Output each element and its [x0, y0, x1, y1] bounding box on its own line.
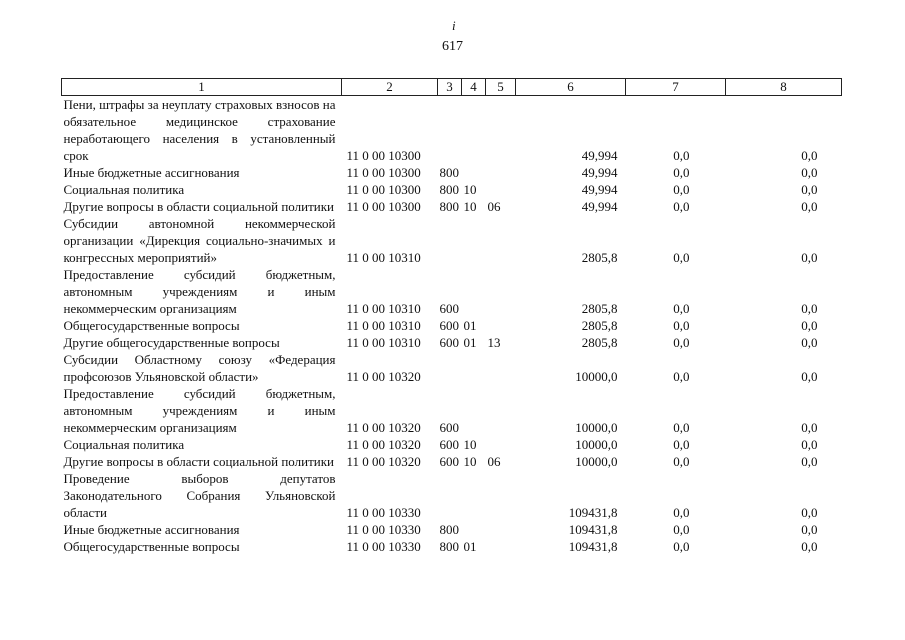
row-expense-type: 600 — [439, 301, 459, 316]
column-header: 3 — [438, 79, 462, 96]
row-subsection: 06 — [487, 199, 501, 214]
table-row — [62, 215, 842, 266]
table-body — [62, 96, 842, 556]
row-section: 10 — [463, 199, 477, 214]
row-amount-2: 0,0 — [673, 522, 690, 537]
row-amount-2: 0,0 — [673, 369, 690, 384]
row-amount: 10000,0 — [575, 369, 618, 384]
column-header: 6 — [516, 79, 626, 96]
row-code: 11 0 00 10320 — [346, 454, 421, 469]
row-name: Предоставление субсидий бюджетным, автономным учреждениям и иным некоммерческим организациям — [63, 386, 336, 435]
row-section: 01 — [463, 335, 477, 350]
row-name: Субсидии автономной некоммерческой организации «Дирекция социально-значимых и конгрессных мероприятий» — [63, 216, 336, 265]
table-row — [62, 96, 842, 165]
row-expense-type: 600 — [439, 318, 459, 333]
row-code: 11 0 00 10300 — [346, 165, 421, 180]
row-code: 11 0 00 10320 — [346, 420, 421, 435]
row-code: 11 0 00 10300 — [346, 182, 421, 197]
column-header: 8 — [726, 79, 842, 96]
row-code: 11 0 00 10310 — [346, 250, 421, 265]
row-amount-3: 0,0 — [801, 539, 818, 554]
row-subsection — [486, 96, 516, 165]
row-amount-2: 0,0 — [673, 318, 690, 333]
row-amount-2: 0,0 — [673, 199, 690, 214]
table-header-row — [62, 79, 842, 96]
column-header: 4 — [462, 79, 486, 96]
row-name: Общегосударственные вопросы — [63, 539, 240, 554]
row-expense-type: 800 — [439, 522, 459, 537]
row-subsection — [486, 436, 516, 453]
table-row — [62, 317, 842, 334]
table-row — [62, 453, 842, 470]
row-amount-2: 0,0 — [673, 335, 690, 350]
row-name: Иные бюджетные ассигнования — [63, 522, 240, 537]
row-code: 11 0 00 10310 — [346, 301, 421, 316]
row-amount: 2805,8 — [581, 318, 618, 333]
row-code: 11 0 00 10320 — [346, 369, 421, 384]
row-name: Пени, штрафы за неуплату страховых взносов на обязательное медицинское страхование неработающего населения в установленный срок — [63, 97, 336, 163]
table-row — [62, 385, 842, 436]
row-amount: 109431,8 — [568, 522, 618, 537]
row-subsection — [486, 470, 516, 521]
row-amount: 49,994 — [581, 199, 618, 214]
row-name: Социальная политика — [63, 437, 185, 452]
page-number: 617 — [442, 39, 463, 54]
row-expense-type: 600 — [439, 335, 459, 350]
row-code: 11 0 00 10320 — [346, 437, 421, 452]
row-section: 10 — [463, 437, 477, 452]
column-header: 7 — [626, 79, 726, 96]
row-name: Другие общегосударственные вопросы — [63, 335, 280, 350]
row-code: 11 0 00 10300 — [346, 148, 421, 163]
row-amount-3: 0,0 — [801, 454, 818, 469]
page-mark: і — [452, 18, 456, 33]
row-amount-2: 0,0 — [673, 148, 690, 163]
row-section: 01 — [463, 539, 477, 554]
row-subsection — [486, 351, 516, 385]
table-row — [62, 521, 842, 538]
row-amount-3: 0,0 — [801, 318, 818, 333]
row-section — [462, 521, 486, 538]
row-section — [462, 164, 486, 181]
column-header: 5 — [486, 79, 516, 96]
row-section — [462, 96, 486, 165]
row-amount-2: 0,0 — [673, 539, 690, 554]
row-code: 11 0 00 10330 — [346, 505, 421, 520]
row-section — [462, 470, 486, 521]
row-amount-3: 0,0 — [801, 165, 818, 180]
row-subsection — [486, 538, 516, 555]
row-amount: 49,994 — [581, 182, 618, 197]
table-row — [62, 266, 842, 317]
row-name: Иные бюджетные ассигнования — [63, 165, 240, 180]
row-expense-type: 600 — [439, 437, 459, 452]
table-row — [62, 351, 842, 385]
row-code: 11 0 00 10330 — [346, 539, 421, 554]
row-amount-3: 0,0 — [801, 301, 818, 316]
row-amount: 2805,8 — [581, 301, 618, 316]
row-expense-type: 600 — [439, 420, 459, 435]
budget-table — [61, 78, 842, 555]
row-subsection: 06 — [487, 454, 501, 469]
row-name: Предоставление субсидий бюджетным, автономным учреждениям и иным некоммерческим организациям — [63, 267, 336, 316]
row-amount-3: 0,0 — [801, 250, 818, 265]
row-code: 11 0 00 10300 — [346, 199, 421, 214]
row-subsection — [486, 521, 516, 538]
row-subsection — [486, 266, 516, 317]
row-name: Субсидии Областному союзу «Федерация профсоюзов Ульяновской области» — [63, 352, 336, 384]
table-row — [62, 334, 842, 351]
row-name: Социальная политика — [63, 182, 185, 197]
row-expense-type: 800 — [439, 165, 459, 180]
table-row — [62, 470, 842, 521]
row-amount: 109431,8 — [568, 505, 618, 520]
row-name: Проведение выборов депутатов Законодательного Собрания Ульяновской области — [63, 471, 336, 520]
row-amount-2: 0,0 — [673, 301, 690, 316]
row-amount-3: 0,0 — [801, 505, 818, 520]
row-amount-3: 0,0 — [801, 420, 818, 435]
row-expense-type: 800 — [439, 199, 459, 214]
row-code: 11 0 00 10310 — [346, 318, 421, 333]
row-subsection — [486, 181, 516, 198]
row-amount-2: 0,0 — [673, 420, 690, 435]
row-expense-type — [438, 215, 462, 266]
row-amount-3: 0,0 — [801, 335, 818, 350]
row-code: 11 0 00 10310 — [346, 335, 421, 350]
column-header: 2 — [342, 79, 438, 96]
row-amount: 10000,0 — [575, 454, 618, 469]
row-name: Другие вопросы в области социальной политики — [63, 454, 334, 469]
row-amount-3: 0,0 — [801, 148, 818, 163]
row-amount-3: 0,0 — [801, 182, 818, 197]
row-amount: 2805,8 — [581, 335, 618, 350]
row-amount: 49,994 — [581, 148, 618, 163]
row-amount: 49,994 — [581, 165, 618, 180]
row-subsection: 13 — [487, 335, 501, 350]
row-amount-3: 0,0 — [801, 522, 818, 537]
table-row — [62, 198, 842, 215]
row-subsection — [486, 317, 516, 334]
row-expense-type: 800 — [439, 182, 459, 197]
row-amount: 10000,0 — [575, 420, 618, 435]
row-expense-type — [438, 351, 462, 385]
table-row — [62, 181, 842, 198]
row-amount-2: 0,0 — [673, 505, 690, 520]
row-expense-type: 600 — [439, 454, 459, 469]
row-amount-2: 0,0 — [673, 182, 690, 197]
row-section: 01 — [463, 318, 477, 333]
row-amount-2: 0,0 — [673, 437, 690, 452]
row-section — [462, 351, 486, 385]
row-amount-2: 0,0 — [673, 165, 690, 180]
row-subsection — [486, 164, 516, 181]
row-amount-3: 0,0 — [801, 369, 818, 384]
row-expense-type: 800 — [439, 539, 459, 554]
row-code: 11 0 00 10330 — [346, 522, 421, 537]
row-section — [462, 215, 486, 266]
row-section: 10 — [463, 182, 477, 197]
row-amount-3: 0,0 — [801, 437, 818, 452]
row-amount-3: 0,0 — [801, 199, 818, 214]
row-name: Другие вопросы в области социальной политики — [63, 199, 334, 214]
column-header: 1 — [62, 79, 342, 96]
row-name: Общегосударственные вопросы — [63, 318, 240, 333]
row-amount-2: 0,0 — [673, 454, 690, 469]
row-amount: 2805,8 — [581, 250, 618, 265]
table-row — [62, 436, 842, 453]
row-section: 10 — [463, 454, 477, 469]
table-row — [62, 164, 842, 181]
row-expense-type — [438, 470, 462, 521]
row-amount: 10000,0 — [575, 437, 618, 452]
row-subsection — [486, 385, 516, 436]
row-section — [462, 266, 486, 317]
row-amount: 109431,8 — [568, 539, 618, 554]
row-subsection — [486, 215, 516, 266]
row-amount-2: 0,0 — [673, 250, 690, 265]
row-section — [462, 385, 486, 436]
table-row — [62, 538, 842, 555]
row-expense-type — [438, 96, 462, 165]
